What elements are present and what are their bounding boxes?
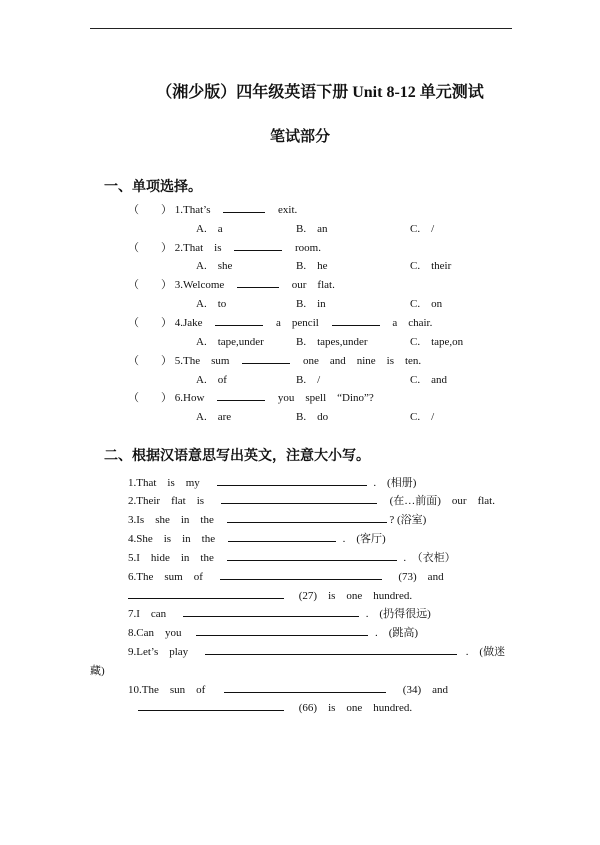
answer-blank[interactable]	[217, 391, 265, 401]
answer-blank[interactable]	[227, 551, 397, 561]
option-b: B. in	[296, 298, 326, 310]
answer-blank[interactable]	[221, 494, 377, 504]
answer-blank[interactable]	[237, 278, 279, 288]
fill-item-7: 7.I can . (扔得很远)	[128, 608, 431, 620]
answer-paren[interactable]: （ ）	[128, 392, 172, 404]
option-b: B. an	[296, 223, 328, 235]
answer-blank[interactable]	[138, 701, 284, 711]
answer-blank[interactable]	[223, 203, 265, 213]
fill-item-4: 4.She is in the . (客厅)	[128, 533, 386, 545]
option-c: C. on	[410, 298, 443, 310]
option-a: A. are	[196, 411, 232, 423]
fill-item-10-line2: (66) is one hundred.	[138, 699, 412, 715]
option-a: A. of	[196, 374, 227, 386]
answer-blank[interactable]	[196, 626, 368, 636]
option-b: B. he	[296, 260, 328, 272]
fill-item-9-wrap: 藏)	[90, 665, 105, 677]
answer-paren[interactable]: （ ）	[128, 242, 172, 254]
answer-blank[interactable]	[217, 476, 367, 486]
answer-blank[interactable]	[205, 645, 457, 655]
fill-item-6: 6.The sum of (73) and	[128, 571, 444, 583]
fill-item-2: 2.Their flat is (在…前面) our flat.	[128, 495, 495, 507]
answer-paren[interactable]: （ ）	[128, 279, 172, 291]
answer-paren[interactable]: （ ）	[128, 355, 172, 367]
option-b: B. /	[296, 374, 321, 386]
answer-blank[interactable]	[242, 354, 290, 364]
fill-item-6-line2: (27) is one hundred.	[128, 587, 412, 603]
question-6: （ ） 6.How you spell “Dino”?	[128, 392, 374, 404]
question-5: （ ） 5.The sum one and nine is ten.	[128, 355, 422, 367]
fill-item-9: 9.Let’s play . (做迷	[128, 646, 506, 658]
option-c: C. their	[410, 260, 452, 272]
fill-item-10: 10.The sun of (34) and	[128, 684, 449, 696]
fill-item-1: 1.That is my . (相册)	[128, 477, 417, 489]
answer-blank[interactable]	[228, 532, 336, 542]
option-c: C. and	[410, 374, 447, 386]
answer-blank[interactable]	[215, 316, 263, 326]
answer-blank[interactable]	[234, 241, 282, 251]
page-subtitle: 笔试部分	[269, 129, 330, 145]
answer-blank[interactable]	[220, 570, 382, 580]
option-c: C. /	[410, 411, 435, 423]
option-b: B. do	[296, 411, 329, 423]
answer-paren[interactable]: （ ）	[128, 317, 172, 329]
option-b: B. tapes,under	[296, 336, 368, 348]
answer-blank[interactable]	[332, 316, 380, 326]
page-title: （湘少版）四年级英语下册 Unit 8-12 单元测试	[156, 84, 484, 101]
fill-item-8: 8.Can you . (跳高)	[128, 627, 419, 639]
section1-heading: 一、单项选择。	[104, 180, 202, 195]
option-a: A. a	[196, 223, 223, 235]
fill-item-5: 5.I hide in the . （衣柜）	[128, 552, 456, 564]
option-a: A. she	[196, 260, 233, 272]
answer-blank[interactable]	[128, 589, 284, 599]
question-4: （ ） 4.Jake a pencil a chair.	[128, 317, 433, 329]
answer-blank[interactable]	[183, 607, 359, 617]
question-1: （ ） 1.That’s exit.	[128, 204, 298, 216]
option-c: C. tape,on	[410, 336, 464, 348]
fill-item-3: 3.Is she in the ? (浴室)	[128, 514, 427, 526]
option-c: C. /	[410, 223, 435, 235]
header-rule	[90, 28, 512, 29]
answer-paren[interactable]: （ ）	[128, 204, 172, 216]
question-3: （ ） 3.Welcome our flat.	[128, 279, 335, 291]
answer-blank[interactable]	[227, 513, 387, 523]
option-a: A. tape,under	[196, 336, 264, 348]
answer-blank[interactable]	[224, 683, 386, 693]
option-a: A. to	[196, 298, 227, 310]
question-2: （ ） 2.That is room.	[128, 242, 321, 254]
section2-heading: 二、根据汉语意思写出英文，注意大小写。	[104, 449, 370, 464]
